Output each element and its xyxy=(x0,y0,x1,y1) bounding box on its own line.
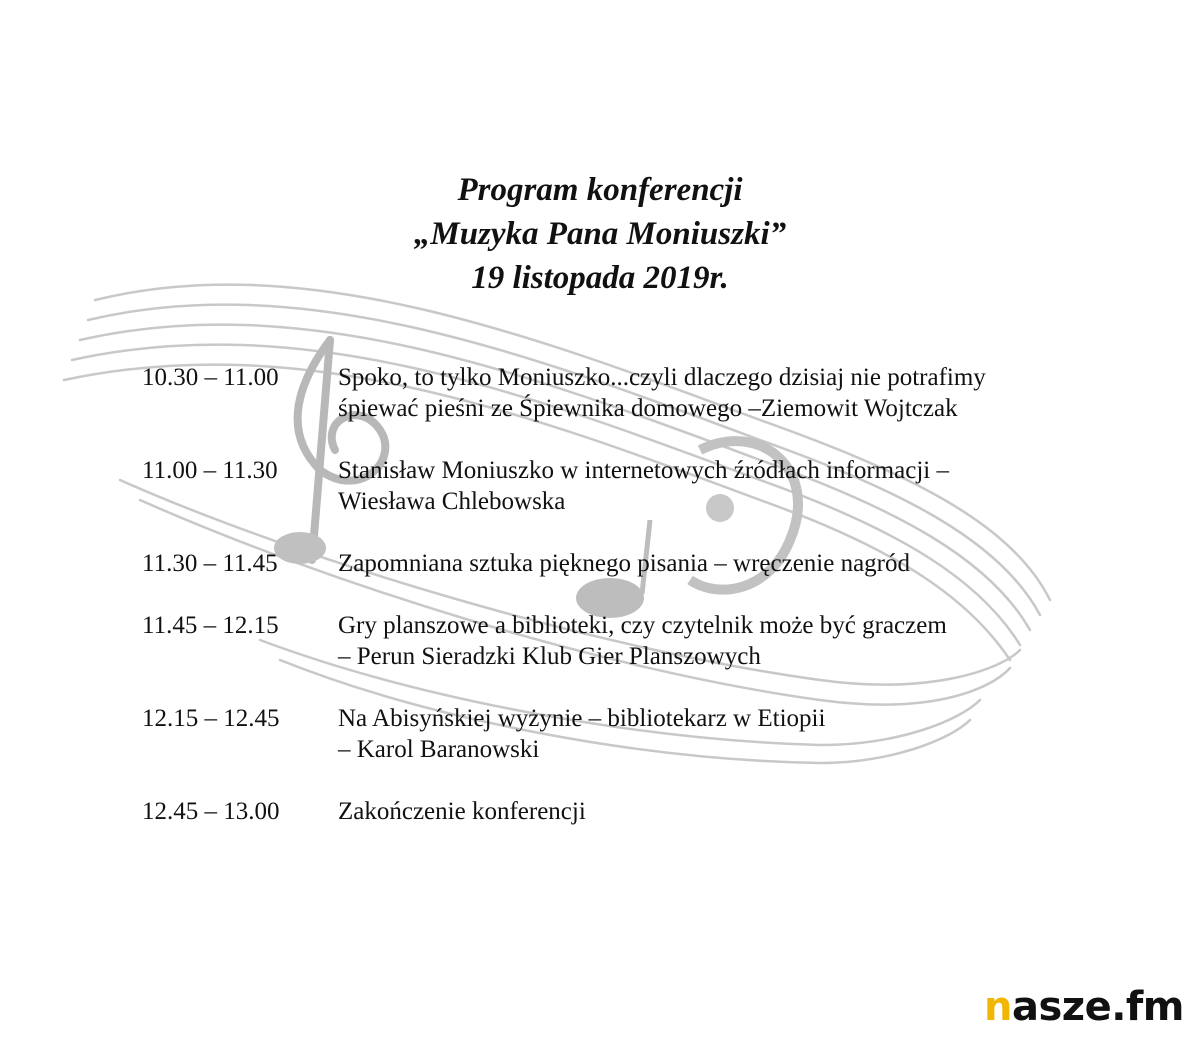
schedule-description xyxy=(338,362,1102,424)
schedule-description-line: Gry planszowe a biblioteki, czy czytelnik może być graczem xyxy=(338,612,947,639)
schedule-row xyxy=(142,362,1102,424)
schedule-time: 11.45 – 12.15 xyxy=(142,612,279,639)
schedule-time: 11.00 – 11.30 xyxy=(142,457,278,484)
schedule-description-line: – Perun Sieradzki Klub Gier Planszowych xyxy=(338,643,761,670)
schedule-description xyxy=(338,796,1102,827)
schedule-list xyxy=(142,362,1102,858)
schedule-time: 12.15 – 12.45 xyxy=(142,705,280,732)
schedule-description-line: Zakończenie konferencji xyxy=(338,798,586,825)
schedule-description-line: śpiewać pieśni ze Śpiewnika domowego –Ziemowit Wojtczak xyxy=(338,395,958,422)
logo-text: asze.fm xyxy=(1012,984,1184,1030)
nasze-fm-logo xyxy=(984,984,1184,1030)
page-title xyxy=(0,168,1200,300)
schedule-description-line: Wiesława Chlebowska xyxy=(338,488,566,515)
schedule-description-line: Stanisław Moniuszko w internetowych źródłach informacji – xyxy=(338,457,949,484)
schedule-row xyxy=(142,455,1102,517)
schedule-description-line: Na Abisyńskiej wyżynie – bibliotekarz w Etiopii xyxy=(338,705,826,732)
title-line-1: Program konferencji xyxy=(457,172,743,208)
schedule-row xyxy=(142,610,1102,672)
schedule-row xyxy=(142,703,1102,765)
schedule-description xyxy=(338,703,1102,765)
schedule-row xyxy=(142,548,1102,579)
schedule-description xyxy=(338,455,1102,517)
schedule-row xyxy=(142,796,1102,827)
schedule-time: 12.45 – 13.00 xyxy=(142,798,280,825)
schedule-description xyxy=(338,610,1102,672)
title-line-2: „Muzyka Pana Moniuszki” xyxy=(413,216,787,252)
schedule-time: 11.30 – 11.45 xyxy=(142,550,278,577)
schedule-description-line: Zapomniana sztuka pięknego pisania – wręczenie nagród xyxy=(338,550,910,577)
title-line-3: 19 listopada 2019r. xyxy=(471,260,729,296)
schedule-time: 10.30 – 11.00 xyxy=(142,364,279,391)
schedule-description-line: Spoko, to tylko Moniuszko...czyli dlaczego dzisiaj nie potrafimy xyxy=(338,364,986,391)
logo-accent-letter: n xyxy=(984,984,1012,1030)
schedule-description xyxy=(338,548,1102,579)
schedule-description-line: – Karol Baranowski xyxy=(338,736,540,763)
